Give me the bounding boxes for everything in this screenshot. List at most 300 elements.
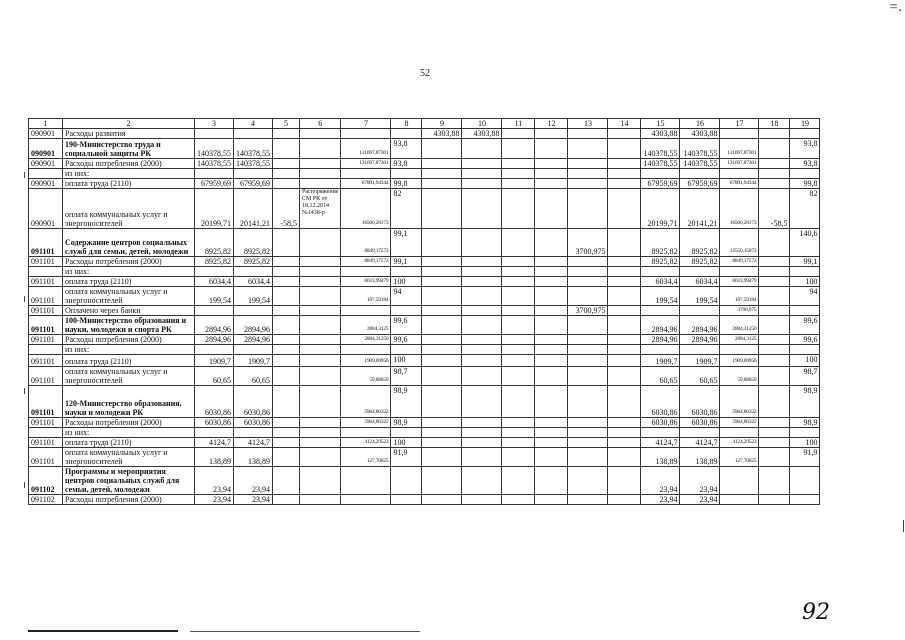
cell-value: [568, 335, 608, 345]
cell-value: [502, 467, 535, 495]
cell-note: [300, 229, 341, 257]
cell-value: 5964,86322: [341, 386, 391, 418]
cell-value: [759, 418, 790, 428]
cell-note: [300, 287, 341, 306]
cell-value: 6030,86: [641, 386, 680, 418]
cell-value: [568, 139, 608, 159]
cell-value: 16500,28173: [341, 189, 391, 229]
cell-percent: 99,6: [391, 316, 422, 335]
cell-value: [759, 267, 790, 277]
cell-value: [568, 316, 608, 335]
cell-value: 60,65: [641, 367, 680, 386]
row-name: оплата труда (2110): [63, 355, 195, 367]
cell-value: [608, 159, 641, 169]
header-cell: 2: [63, 119, 195, 129]
cell-percent: 100: [790, 277, 820, 287]
cell-note: Распоряжение СМ РК от 18.12.2014 №1438-р: [300, 189, 341, 229]
row-code: 091101: [29, 438, 63, 448]
cell-value: [608, 335, 641, 345]
cell-value: [422, 467, 462, 495]
cell-percent: [391, 495, 422, 505]
header-cell: 5: [273, 119, 300, 129]
cell-value: [608, 129, 641, 139]
cell-value: [759, 169, 790, 179]
cell-value: [462, 495, 502, 505]
cell-value: [608, 418, 641, 428]
cell-value: [273, 467, 300, 495]
cell-value: [462, 316, 502, 335]
cell-value: 8849,17572: [720, 257, 759, 267]
cell-percent: 99,6: [391, 335, 422, 345]
cell-value: 2884,31250: [341, 335, 391, 345]
cell-value: [608, 229, 641, 257]
cell-value: -58,5: [759, 189, 790, 229]
cell-value: [720, 428, 759, 438]
cell-value: [535, 335, 568, 345]
cell-percent: 98,9: [790, 386, 820, 418]
row-name: оплата коммунальных услуг и энергоносителей: [63, 367, 195, 386]
cell-value: [759, 139, 790, 159]
cell-value: [422, 139, 462, 159]
row-code: 091102: [29, 467, 63, 495]
header-cell: 9: [422, 119, 462, 129]
cell-value: 2894,96: [234, 316, 273, 335]
margin-tick: [24, 388, 25, 394]
cell-value: [608, 169, 641, 179]
cell-value: 2884,3125: [720, 335, 759, 345]
cell-note: [300, 467, 341, 495]
bottom-rule-thin: [190, 631, 420, 632]
cell-value: 8925,82: [641, 229, 680, 257]
cell-value: [759, 428, 790, 438]
cell-value: [273, 418, 300, 428]
cell-value: [502, 418, 535, 428]
cell-value: 140378,55: [234, 159, 273, 169]
cell-value: 23,94: [195, 495, 234, 505]
table-row: [29, 169, 820, 179]
header-cell: 11: [502, 119, 535, 129]
cell-value: 8925,82: [234, 257, 273, 267]
cell-value: 4124,29523: [720, 438, 759, 448]
cell-value: [502, 316, 535, 335]
cell-value: [641, 267, 680, 277]
row-name: Расходы потребления (2000): [63, 495, 195, 505]
cell-value: [502, 428, 535, 438]
cell-value: [234, 129, 273, 139]
cell-value: 6034,4: [195, 277, 234, 287]
header-cell: 8: [391, 119, 422, 129]
cell-value: 20141,21: [680, 189, 720, 229]
row-name: Содержание центров социальных служб для семьи, детей, молодежи: [63, 229, 195, 257]
cell-percent: 91,9: [391, 448, 422, 467]
cell-value: [422, 345, 462, 355]
cell-value: [608, 306, 641, 316]
cell-note: [300, 277, 341, 287]
cell-value: [759, 316, 790, 335]
cell-value: [273, 306, 300, 316]
cell-value: 59,88659: [720, 367, 759, 386]
cell-value: 2884,3125: [341, 316, 391, 335]
cell-value: 140378,55: [195, 139, 234, 159]
cell-value: [608, 367, 641, 386]
cell-note: [300, 316, 341, 335]
cell-percent: 99,6: [790, 316, 820, 335]
row-code: 091101: [29, 316, 63, 335]
cell-value: [608, 355, 641, 367]
cell-value: 6030,86: [234, 418, 273, 428]
cell-value: [641, 428, 680, 438]
cell-value: [535, 448, 568, 467]
table-body: [29, 119, 820, 505]
cell-percent: 98,9: [391, 386, 422, 418]
cell-percent: [790, 267, 820, 277]
cell-value: 8925,82: [234, 229, 273, 257]
cell-value: [422, 257, 462, 267]
cell-value: [462, 257, 502, 267]
cell-value: [422, 428, 462, 438]
row-name: Расходы потребления (2000): [63, 159, 195, 169]
cell-note: [300, 355, 341, 367]
cell-value: [502, 229, 535, 257]
header-cell: 6: [300, 119, 341, 129]
cell-value: [422, 438, 462, 448]
header-cell: 1: [29, 119, 63, 129]
cell-value: [502, 306, 535, 316]
cell-value: [502, 139, 535, 159]
cell-value: [195, 129, 234, 139]
cell-value: [608, 495, 641, 505]
cell-value: [462, 189, 502, 229]
cell-value: [462, 355, 502, 367]
row-name: оплата труда (2110): [63, 438, 195, 448]
cell-value: [608, 189, 641, 229]
cell-value: 199,54: [234, 287, 273, 306]
cell-value: [422, 169, 462, 179]
cell-value: [568, 418, 608, 428]
cell-value: 6030,86: [195, 386, 234, 418]
cell-value: [759, 159, 790, 169]
margin-tick: [903, 520, 904, 532]
cell-value: 138,89: [234, 448, 273, 467]
cell-value: [234, 306, 273, 316]
cell-value: [422, 448, 462, 467]
cell-value: [535, 438, 568, 448]
table-row: [29, 428, 820, 438]
cell-value: [759, 129, 790, 139]
cell-value: 2884,31250: [720, 316, 759, 335]
cell-value: 4303,88: [680, 129, 720, 139]
header-cell: 17: [720, 119, 759, 129]
cell-percent: 99,1: [391, 229, 422, 257]
row-code: 091101: [29, 287, 63, 306]
cell-value: [422, 306, 462, 316]
cell-value: -58,5: [273, 189, 300, 229]
cell-value: [273, 129, 300, 139]
row-code: 091101: [29, 448, 63, 467]
cell-value: [608, 428, 641, 438]
cell-value: [341, 428, 391, 438]
cell-value: [568, 448, 608, 467]
cell-value: 1909,7: [234, 355, 273, 367]
cell-value: 4124,7: [641, 438, 680, 448]
margin-tick: [24, 482, 25, 488]
cell-percent: [790, 428, 820, 438]
cell-value: [608, 179, 641, 189]
cell-value: [759, 257, 790, 267]
cell-value: [273, 355, 300, 367]
row-code: 091101: [29, 355, 63, 367]
cell-value: 140378,55: [195, 159, 234, 169]
cell-value: 4303,88: [641, 129, 680, 139]
row-code: [29, 267, 63, 277]
cell-value: [273, 345, 300, 355]
cell-value: [273, 428, 300, 438]
cell-value: [195, 345, 234, 355]
cell-value: 60,65: [680, 367, 720, 386]
cell-value: 140378,55: [680, 159, 720, 169]
cell-value: [535, 386, 568, 418]
cell-value: [680, 345, 720, 355]
cell-percent: [391, 169, 422, 179]
cell-value: [195, 267, 234, 277]
cell-value: [462, 438, 502, 448]
cell-value: [680, 428, 720, 438]
row-code: 090901: [29, 189, 63, 229]
cell-value: [535, 345, 568, 355]
cell-percent: 93,8: [391, 159, 422, 169]
table-row: [29, 277, 820, 287]
cell-value: [502, 355, 535, 367]
cell-value: [535, 159, 568, 169]
row-name: оплата коммунальных услуг и энергоносителей: [63, 287, 195, 306]
cell-value: 6034,4: [680, 277, 720, 287]
cell-value: 131697,87301: [720, 159, 759, 169]
cell-value: [759, 287, 790, 306]
cell-value: [422, 287, 462, 306]
cell-value: [568, 428, 608, 438]
cell-note: [300, 169, 341, 179]
cell-value: [759, 467, 790, 495]
cell-value: 16500,28173: [720, 189, 759, 229]
cell-value: [608, 267, 641, 277]
cell-value: [273, 448, 300, 467]
cell-value: [608, 438, 641, 448]
cell-value: [502, 495, 535, 505]
cell-value: 23,94: [195, 467, 234, 495]
cell-value: [341, 495, 391, 505]
cell-percent: 98,7: [790, 367, 820, 386]
cell-value: [759, 335, 790, 345]
cell-value: [462, 179, 502, 189]
cell-value: [341, 129, 391, 139]
cell-value: 187,59184: [720, 287, 759, 306]
cell-value: [759, 277, 790, 287]
cell-value: [234, 428, 273, 438]
cell-value: [680, 169, 720, 179]
header-cell: 14: [608, 119, 641, 129]
cell-percent: 100: [790, 355, 820, 367]
cell-percent: 100: [391, 355, 422, 367]
cell-value: [462, 267, 502, 277]
cell-value: [535, 316, 568, 335]
header-cell: 4: [234, 119, 273, 129]
row-name: из них:: [63, 428, 195, 438]
cell-value: 23,94: [641, 467, 680, 495]
cell-percent: [790, 467, 820, 495]
cell-value: [422, 277, 462, 287]
cell-value: [462, 159, 502, 169]
cell-value: [195, 428, 234, 438]
cell-value: [422, 495, 462, 505]
margin-tick: [24, 296, 25, 302]
cell-value: [568, 287, 608, 306]
table-row: [29, 267, 820, 277]
cell-percent: 99,8: [790, 179, 820, 189]
cell-value: [273, 257, 300, 267]
cell-percent: 93,8: [790, 159, 820, 169]
cell-value: 4124,7: [234, 438, 273, 448]
row-code: 090901: [29, 159, 63, 169]
row-name: оплата труда (2110): [63, 277, 195, 287]
cell-value: 2894,96: [641, 316, 680, 335]
header-cell: 3: [195, 119, 234, 129]
cell-value: [502, 129, 535, 139]
cell-percent: 100: [391, 277, 422, 287]
table-row: [29, 418, 820, 428]
cell-value: 23,94: [641, 495, 680, 505]
cell-value: 8925,82: [680, 229, 720, 257]
cell-percent: [391, 467, 422, 495]
cell-value: [535, 467, 568, 495]
cell-value: 187,59184: [341, 287, 391, 306]
cell-value: 67959,69: [195, 179, 234, 189]
cell-percent: [391, 129, 422, 139]
cell-value: [535, 257, 568, 267]
cell-value: [720, 267, 759, 277]
cell-value: 1909,69956: [720, 355, 759, 367]
row-name: Расходы потребления (2000): [63, 257, 195, 267]
table-row: [29, 448, 820, 467]
cell-value: 138,89: [680, 448, 720, 467]
cell-value: [422, 189, 462, 229]
cell-value: [462, 428, 502, 438]
row-code: 091101: [29, 277, 63, 287]
table-row: [29, 495, 820, 505]
cell-value: [422, 355, 462, 367]
cell-value: 20199,71: [195, 189, 234, 229]
cell-value: [502, 367, 535, 386]
cell-value: [502, 438, 535, 448]
cell-value: [535, 189, 568, 229]
cell-value: 6033,99479: [341, 277, 391, 287]
cell-value: 6030,86: [195, 418, 234, 428]
cell-value: [273, 335, 300, 345]
cell-value: [502, 159, 535, 169]
cell-value: 8849,17572: [341, 229, 391, 257]
cell-value: [273, 277, 300, 287]
cell-value: 127,70625: [341, 448, 391, 467]
cell-note: [300, 495, 341, 505]
cell-value: [462, 306, 502, 316]
cell-value: 2894,96: [641, 335, 680, 345]
cell-value: [608, 467, 641, 495]
cell-value: 131697,87301: [341, 159, 391, 169]
cell-note: [300, 367, 341, 386]
cell-value: [422, 418, 462, 428]
cell-value: [341, 306, 391, 316]
cell-value: [568, 189, 608, 229]
cell-value: [720, 129, 759, 139]
cell-value: 1909,7: [680, 355, 720, 367]
cell-value: 5964,86322: [720, 386, 759, 418]
table-row: [29, 189, 820, 229]
row-code: 091101: [29, 386, 63, 418]
header-cell: 10: [462, 119, 502, 129]
row-code: 091101: [29, 257, 63, 267]
cell-value: [502, 257, 535, 267]
cell-value: 3700,975: [720, 306, 759, 316]
row-code: 091102: [29, 495, 63, 505]
row-code: 091101: [29, 335, 63, 345]
cell-value: 20199,71: [641, 189, 680, 229]
header-cell: 15: [641, 119, 680, 129]
cell-value: [462, 139, 502, 159]
table-row: [29, 159, 820, 169]
cell-value: 67959,69: [680, 179, 720, 189]
cell-value: [608, 277, 641, 287]
cell-value: 23,94: [234, 467, 273, 495]
cell-value: 67959,69: [234, 179, 273, 189]
cell-value: 8925,82: [641, 257, 680, 267]
cell-percent: 82: [391, 189, 422, 229]
cell-value: [341, 169, 391, 179]
row-code: 091101: [29, 418, 63, 428]
cell-value: 140378,55: [641, 139, 680, 159]
cell-value: [234, 267, 273, 277]
cell-value: [720, 169, 759, 179]
cell-value: 60,65: [234, 367, 273, 386]
cell-value: 4124,29523: [341, 438, 391, 448]
cell-value: [759, 345, 790, 355]
cell-value: [462, 169, 502, 179]
cell-value: [422, 367, 462, 386]
cell-value: [535, 129, 568, 139]
cell-value: [462, 335, 502, 345]
cell-value: 1909,7: [195, 355, 234, 367]
cell-note: [300, 129, 341, 139]
cell-value: 23,94: [680, 495, 720, 505]
cell-note: [300, 418, 341, 428]
margin-tick: [24, 172, 25, 178]
cell-value: 140378,55: [641, 159, 680, 169]
row-name: Оплачено через банки: [63, 306, 195, 316]
row-name: Расходы развития: [63, 129, 195, 139]
table-row: [29, 438, 820, 448]
cell-value: [462, 287, 502, 306]
cell-value: [568, 438, 608, 448]
cell-value: [273, 316, 300, 335]
cell-value: [568, 257, 608, 267]
cell-value: 2894,96: [680, 335, 720, 345]
cell-note: [300, 159, 341, 169]
cell-value: 6030,86: [680, 386, 720, 418]
cell-value: [462, 367, 502, 386]
cell-percent: [391, 428, 422, 438]
cell-value: [422, 335, 462, 345]
cell-value: 131697,87301: [341, 139, 391, 159]
table-row: [29, 386, 820, 418]
cell-value: [502, 345, 535, 355]
